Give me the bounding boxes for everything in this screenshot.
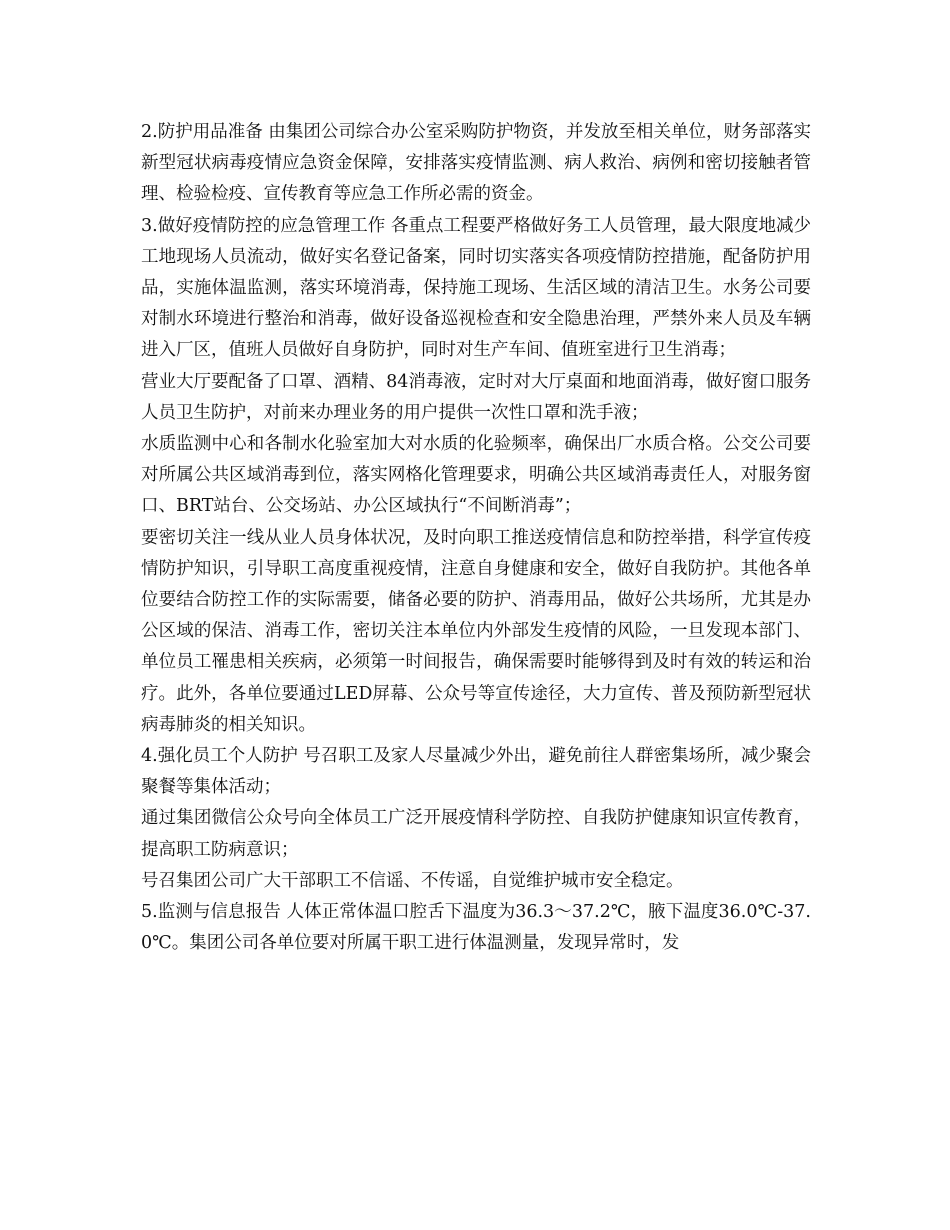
- paragraph-emergency-management: 3.做好疫情防控的应急管理工作 各重点工程要严格做好务工人员管理，最大限度地减少工地现场人员流动，做好实名登记备案，同时切实落实各项疫情防控措施，配备防护用品，实施体温监测，落实环境消毒，保持施工现场、生活区域的清洁卫生。水务公司要对制水环境进行整治和消毒，做好设备巡视检查和安全隐患治理，严禁外来人员及车辆进入厂区，值班人员做好自身防护，同时对生产车间、值班室进行卫生消毒；: [141, 215, 811, 361]
- paragraph-frontline-staff: 要密切关注一线从业人员身体状况，及时向职工推送疫情信息和防控举措，科学宣传疫情防护知识，引导职工高度重视疫情，注意自身健康和安全，做好自我防护。其他各单位要结合防控工作的实际需要，储备必要的防护、消毒用品，做好公共场所，尤其是办公区域的保洁、消毒工作，密切关注本单位内外部发生疫情的风险，一旦发现本部门、单位员工罹患相关疾病，必须第一时间报告，确保需要时能够得到及时有效的转运和治疗。此外，各单位要通过LED屏幕、公众号等宣传途径，大力宣传、普及预防新型冠状病毒肺炎的相关知识。: [141, 527, 811, 735]
- paragraph-water-quality: 水质监测中心和各制水化验室加大对水质的化验频率，确保出厂水质合格。公交公司要对所属公共区域消毒到位，落实网格化管理要求，明确公共区域消毒责任人，对服务窗口、BRT站台、公交场站、办公区域执行“不间断消毒”；: [141, 434, 811, 517]
- paragraph-no-rumors: 号召集团公司广大干部职工不信谣、不传谣，自觉维护城市安全稳定。: [141, 870, 684, 891]
- paragraph-personal-protection: 4.强化员工个人防护 号召职工及家人尽量减少外出，避免前往人群密集场所，减少聚会聚餐等集体活动；: [141, 746, 811, 798]
- paragraph-protective-supplies: 2.防护用品准备 由集团公司综合办公室采购防护物资，并发放至相关单位，财务部落实新型冠状病毒疫情应急资金保障，安排落实疫情监测、病人救治、病例和密切接触者管理、检验检疫、宣传教育等应急工作所必需的资金。: [141, 122, 811, 205]
- paragraph-business-hall: 营业大厅要配备了口罩、酒精、84消毒液，定时对大厅桌面和地面消毒，做好窗口服务人员卫生防护，对前来办理业务的用户提供一次性口罩和洗手液；: [141, 371, 811, 423]
- paragraph-wechat-education: 通过集团微信公众号向全体员工广泛开展疫情科学防控、自我防护健康知识宣传教育，提高职工防病意识；: [141, 808, 811, 860]
- document-body: [141, 117, 811, 959]
- paragraph-monitoring-report: 5.监测与信息报告 人体正常体温口腔舌下温度为36.3～37.2℃，腋下温度36.0℃-37.0℃。集团公司各单位要对所属干职工进行体温测量，发现异常时，发: [141, 902, 811, 954]
